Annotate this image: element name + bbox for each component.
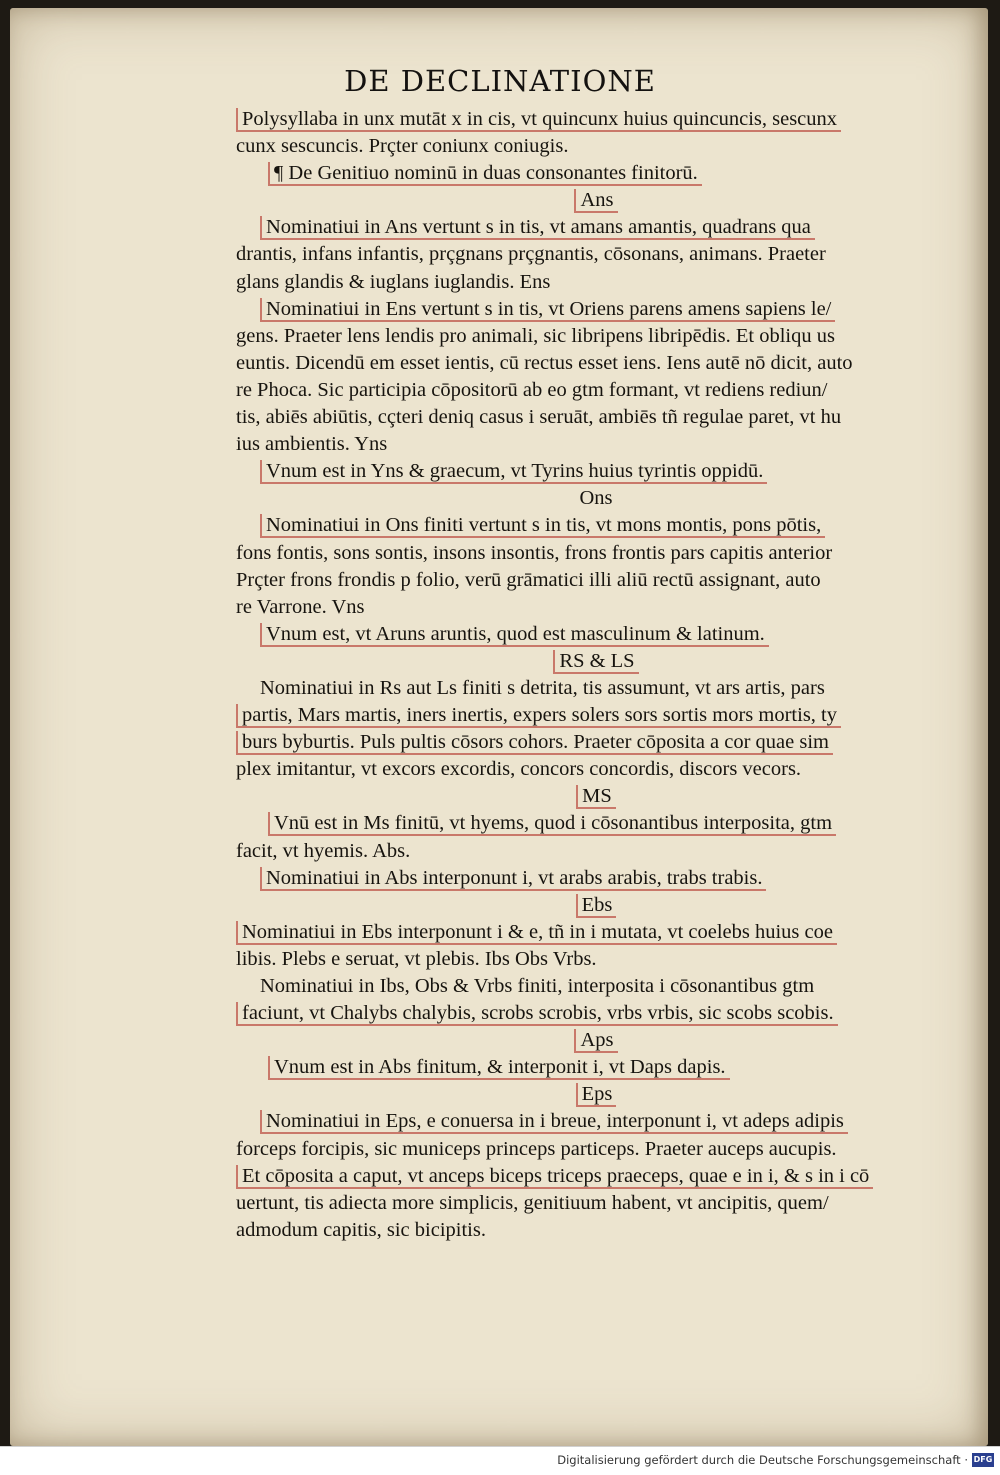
text-line-content: re Varrone. Vns xyxy=(236,595,365,618)
text-line xyxy=(236,594,956,621)
text-line-content: MS xyxy=(576,785,616,809)
text-line xyxy=(236,1000,956,1027)
text-line-content: ius ambientis. Yns xyxy=(236,433,388,456)
text-line xyxy=(236,1163,956,1190)
text-line-content: partis, Mars martis, iners inertis, expers solers sors sortis mors mortis, ty xyxy=(236,704,841,728)
section-subheading xyxy=(236,783,956,810)
text-line xyxy=(236,1217,956,1244)
text-line-content: Nominatiui in Ebs interponunt i & e, tñ in i mutata, vt coelebs huius coe xyxy=(236,921,837,945)
section-subheading xyxy=(236,187,956,214)
text-line xyxy=(236,567,956,594)
text-line-content: Eps xyxy=(576,1083,617,1107)
text-line-content: libis. Plebs e seruat, vt plebis. Ibs Obs Vrbs. xyxy=(236,947,597,970)
text-line xyxy=(236,865,956,892)
text-line xyxy=(236,675,956,702)
page-text-block xyxy=(236,106,956,1244)
text-line xyxy=(236,241,956,268)
text-line xyxy=(236,296,956,323)
text-line-content: cunx sescuncis. Prçter coniunx coniugis. xyxy=(236,135,569,158)
text-line-content: admodum capitis, sic bicipitis. xyxy=(236,1218,486,1241)
text-line-content: Nominatiui in Ans vertunt s in tis, vt amans amantis, quadrans qua xyxy=(260,216,815,240)
text-line-content: Nominatiui in Ons finiti vertunt s in tis, vt mons montis, pons pōtis, xyxy=(260,514,825,538)
text-line xyxy=(236,160,956,187)
text-line-content: drantis, infans infantis, prçgnans prçgnantis, cōsonans, animans. Praeter xyxy=(236,243,826,266)
text-line-content: burs byburtis. Puls pultis cōsors cohors. Praeter cōposita a cor quae sim xyxy=(236,731,833,755)
text-line-content: Vnum est in Yns & graecum, vt Tyrins huius tyrintis oppidū. xyxy=(260,460,767,484)
text-line-content: Nominatiui in Ibs, Obs & Vrbs finiti, interposita i cōsonantibus gtm xyxy=(260,975,815,997)
text-line-content: plex imitantur, vt excors excordis, concors concordis, discors vecors. xyxy=(236,758,802,781)
text-line xyxy=(236,919,956,946)
text-line-content: uertunt, tis adiecta more simplicis, genitiuum habent, vt ancipitis, quem/ xyxy=(236,1191,829,1214)
text-line xyxy=(236,269,956,296)
text-line-content: Aps xyxy=(574,1029,617,1053)
footer-credit: Digitalisierung gefördert durch die Deutsche Forschungsgemeinschaft · xyxy=(557,1453,968,1467)
text-line-content: Prçter frons frondis p folio, verū grāmatici illi aliū rectū assignant, auto xyxy=(236,568,821,591)
text-line-content: faciunt, vt Chalybs chalybis, scrobs scrobis, vrbs vrbis, sic scobs scobis. xyxy=(236,1002,838,1026)
section-subheading xyxy=(236,1027,956,1054)
text-line xyxy=(236,377,956,404)
text-line-content: ¶ De Genitiuo nominū in duas consonantes finitorū. xyxy=(268,162,702,186)
text-line xyxy=(236,106,956,133)
text-line xyxy=(236,458,956,485)
text-line-content: tis, abiēs abiūtis, cçteri deniq casus i seruāt, ambiēs tñ regulae paret, vt hu xyxy=(236,406,842,429)
text-line xyxy=(236,540,956,567)
text-line-content: Nominatiui in Abs interponunt i, vt arabs arabis, trabs trabis. xyxy=(260,867,766,891)
text-line-content: Nominatiui in Ens vertunt s in tis, vt Oriens parens amens sapiens le/ xyxy=(260,298,835,322)
text-line-content: re Phoca. Sic participia cōpositorū ab eo gtm formant, vt rediens rediun/ xyxy=(236,378,828,401)
text-line xyxy=(236,756,956,783)
text-line-content: Vnum est in Abs finitum, & interponit i, vt Daps dapis. xyxy=(268,1056,730,1080)
text-line xyxy=(236,810,956,837)
text-line-content: Vnum est, vt Aruns aruntis, quod est masculinum & latinum. xyxy=(260,623,769,647)
footer-bar xyxy=(0,1446,1000,1475)
page-heading: DE DECLINATIONE xyxy=(344,64,656,98)
text-line xyxy=(236,729,956,756)
text-line-content: Ebs xyxy=(576,894,617,918)
text-line xyxy=(236,214,956,241)
text-line xyxy=(236,133,956,160)
text-line-content: facit, vt hyemis. Abs. xyxy=(236,839,411,862)
text-line xyxy=(236,350,956,377)
text-line-content: gens. Praeter lens lendis pro animali, sic libripens libripēdis. Et obliqu us xyxy=(236,324,835,347)
text-line-content: Nominatiui in Rs aut Ls finiti s detrita, tis assumunt, vt ars artis, pars xyxy=(260,676,825,699)
text-line xyxy=(236,702,956,729)
section-subheading xyxy=(236,1081,956,1108)
text-line xyxy=(236,1136,956,1163)
text-line xyxy=(236,404,956,431)
text-line xyxy=(236,1108,956,1135)
section-subheading xyxy=(236,892,956,919)
text-line-content: Nominatiui in Eps, e conuersa in i breue, interponunt i, vt adeps adipis xyxy=(260,1110,848,1134)
text-line xyxy=(236,431,956,458)
text-line-content: euntis. Dicendū em esset ientis, cū rectus esset iens. Iens autē nō dicit, auto xyxy=(236,351,853,374)
text-line xyxy=(236,1054,956,1081)
text-line-content: glans glandis & iuglans iuglandis. Ens xyxy=(236,270,551,293)
text-line xyxy=(236,621,956,648)
text-line xyxy=(236,838,956,865)
text-line xyxy=(236,1190,956,1217)
dfg-logo: DFG xyxy=(972,1453,994,1467)
section-subheading xyxy=(236,648,956,675)
text-line-content: RS & LS xyxy=(553,650,638,674)
text-line xyxy=(236,512,956,539)
text-line-content: Ans xyxy=(574,189,617,213)
text-line-content: fons fontis, sons sontis, insons insontis, frons frontis pars capitis anterior xyxy=(236,541,833,564)
text-line xyxy=(236,323,956,350)
text-line-content: Polysyllaba in unx mutāt x in cis, vt quincunx huius quincuncis, sescunx xyxy=(236,108,841,132)
text-line xyxy=(236,946,956,973)
text-line xyxy=(236,973,956,1000)
text-line-content: forceps forcipis, sic municeps princeps particeps. Praeter auceps aucupis. xyxy=(236,1137,837,1160)
text-line-content: Ons xyxy=(579,487,613,510)
section-subheading xyxy=(236,485,956,512)
text-line-content: Vnū est in Ms finitū, vt hyems, quod i cōsonantibus interposita, gtm xyxy=(268,812,836,836)
text-line-content: Et cōposita a caput, vt anceps biceps triceps praeceps, quae e in i, & s in i cō xyxy=(236,1165,873,1189)
